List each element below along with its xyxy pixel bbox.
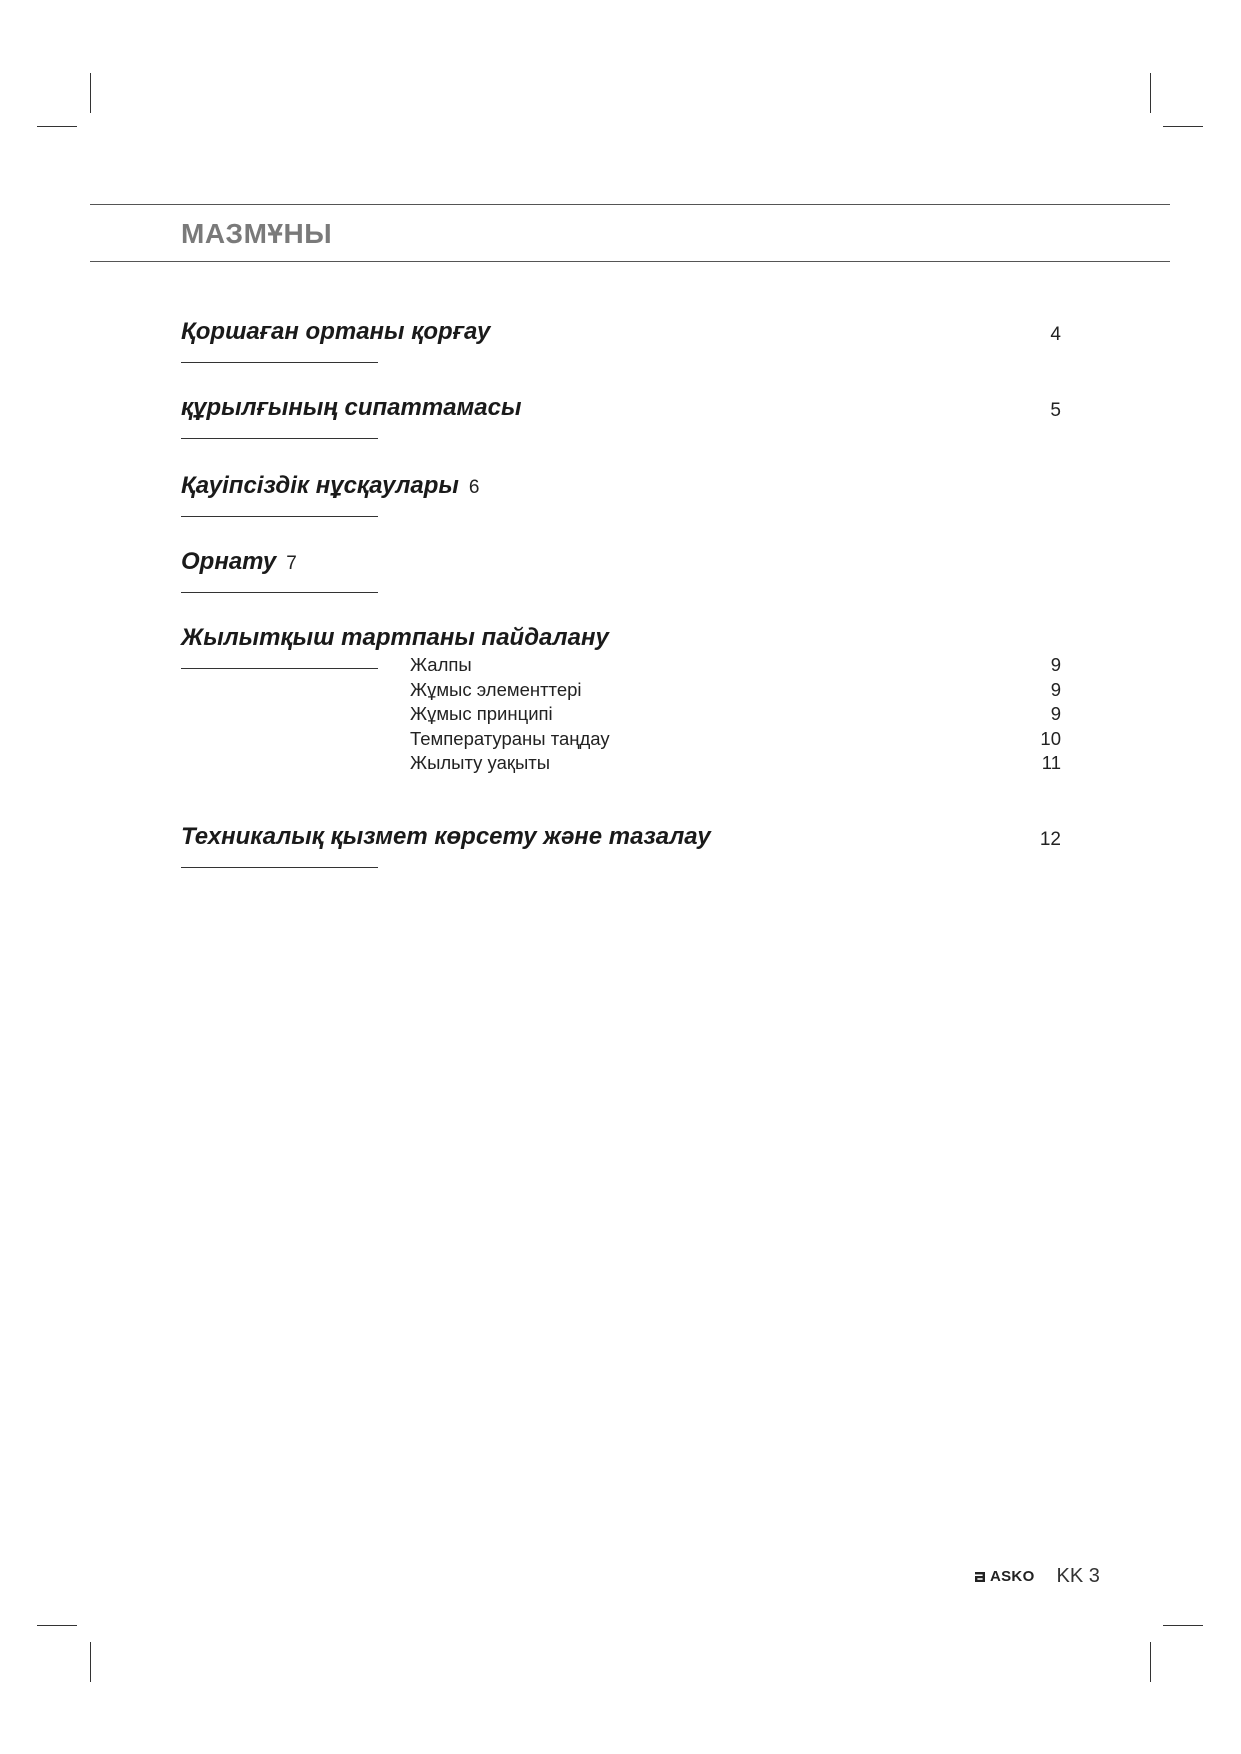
toc-section-page: 4	[1050, 324, 1061, 345]
toc-section-title: Қауіпсіздік нұсқаулары	[181, 472, 459, 499]
toc-subsection-page: 9	[1050, 678, 1061, 700]
toc-section-page: 6	[468, 477, 480, 498]
toc-section[interactable]	[181, 394, 1061, 430]
toc-section-underline	[181, 592, 378, 593]
toc-subsection-label: Жұмыс элементтері	[410, 678, 582, 700]
crop-mark-bottom-left-h	[37, 1625, 77, 1626]
toc-subsection-list	[410, 654, 1061, 777]
title-rule-top	[90, 204, 1170, 205]
toc-section-page: 7	[286, 553, 297, 574]
toc-subsection-page: 10	[1040, 727, 1061, 749]
page-number: KK 3	[1056, 1565, 1100, 1587]
page-footer	[975, 1565, 1100, 1588]
toc-subsection-label: Жылыту уақыты	[410, 752, 551, 773]
toc-section[interactable]	[181, 548, 1061, 584]
toc-section-page: 5	[1050, 400, 1061, 421]
toc-subsection-label: Жұмыс принципі	[410, 703, 553, 724]
toc-subsection-label: Температураны таңдау	[410, 727, 610, 749]
toc-section-title: Жылытқыш тартпаны пайдалану	[181, 624, 609, 651]
toc-section[interactable]	[181, 472, 1061, 508]
toc-section-title: Қоршаған ортаны қорғау	[181, 318, 491, 345]
asko-logo-icon	[975, 1571, 987, 1583]
toc-section[interactable]	[181, 823, 1061, 859]
toc-subsection[interactable]	[410, 728, 1061, 753]
title-rule-bottom	[90, 261, 1170, 262]
crop-mark-bottom-left-v	[90, 1642, 91, 1682]
toc-section-underline	[181, 867, 378, 868]
toc-subsection-page: 11	[1041, 752, 1061, 773]
brand-logo	[975, 1568, 1035, 1585]
toc-section-title: Техникалық қызмет көрсету және тазалау	[181, 823, 711, 850]
crop-mark-bottom-right-v	[1150, 1642, 1151, 1682]
page-title: МАЗМҰНЫ	[181, 218, 333, 249]
toc-section[interactable]	[181, 318, 1061, 354]
crop-mark-top-left-h	[37, 126, 77, 127]
toc-subsection[interactable]	[410, 679, 1061, 704]
crop-mark-top-right-h	[1163, 126, 1203, 127]
toc-subsection-label: Жалпы	[410, 654, 472, 675]
toc-subsection[interactable]	[410, 654, 1061, 679]
toc-section-underline	[181, 362, 378, 363]
crop-mark-top-right-v	[1150, 73, 1151, 113]
toc-section-title: Орнату	[181, 548, 277, 575]
toc-section-underline	[181, 668, 378, 669]
toc-section[interactable]	[181, 624, 1061, 773]
crop-mark-top-left-v	[90, 73, 91, 113]
toc-subsection-page: 9	[1050, 654, 1061, 675]
toc-section-underline	[181, 516, 378, 517]
crop-mark-bottom-right-h	[1163, 1625, 1203, 1626]
toc-subsection[interactable]	[410, 752, 1061, 777]
toc-section-underline	[181, 438, 378, 439]
toc-section-title: құрылғының сипаттамасы	[181, 394, 522, 421]
toc-subsection-page: 9	[1050, 703, 1061, 724]
toc-subsection[interactable]	[410, 703, 1061, 728]
toc-section-page: 12	[1039, 829, 1061, 850]
brand-name: ASKO	[990, 1568, 1035, 1585]
